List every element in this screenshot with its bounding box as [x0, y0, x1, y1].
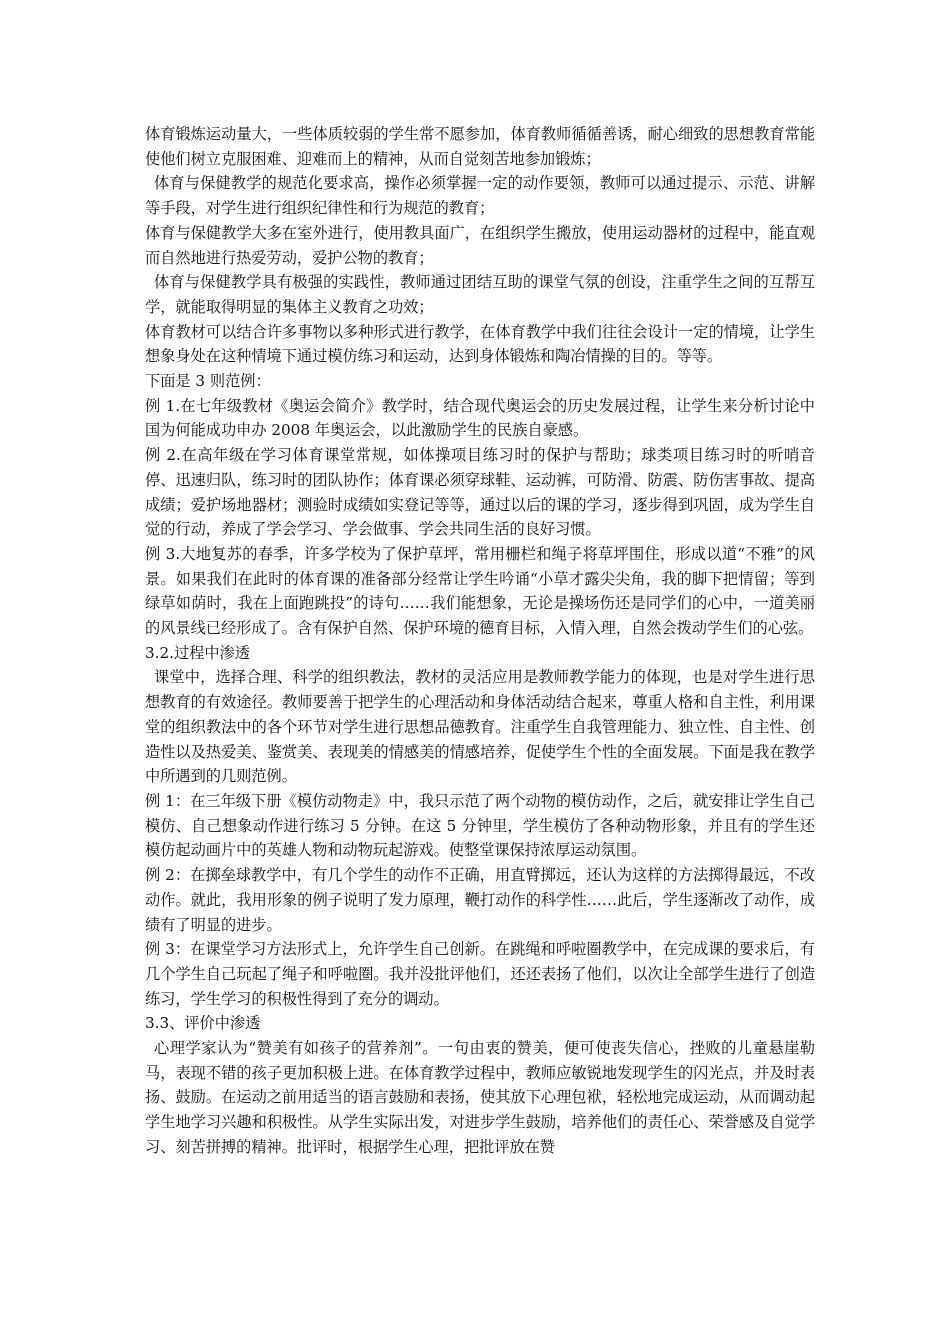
example-1: 例 1.在七年级教材《奥运会简介》教学时，结合现代奥运会的历史发展过程，让学生来分析讨论中国为何能成功申办 2008 年奥运会，以此激励学生的民族自豪感。 — [145, 396, 815, 440]
paragraph-process: 课堂中，选择合理、科学的组织教法，教材的灵活应用是教师教学能力的体现，也是对学生进行思想教育的有效途径。教师要善于把学生的心理活动和身体活动结合起来，尊重人格和自主性，利用课堂的组织教法中的各个环节对学生进行思想品德教育。注重学生自我管理能力、独立性、自主性、创造性以及热爱美、鉴赏美、表现美的情感美的情感培养，促使学生个性的全面发展。下面是我在教学中所遇到的几则范例。 — [145, 668, 815, 786]
paragraph-3: 体育与保健教学大多在室外进行，使用教具面广，在组织学生搬放，使用运动器材的过程中，能直观而自然地进行热爱劳动，爱护公物的教育； — [145, 223, 815, 267]
process-example-1: 例 1：在三年级下册《模仿动物走》中，我只示范了两个动物的模仿动作，之后，就安排让学生自己模仿、自己想象动作进行练习 5 分钟。在这 5 分钟里，学生模仿了各种动物形象，并且有的学生还模仿起动画片中的英雄人物和动物玩起游戏。使整堂课保持浓厚运动氛围。 — [145, 791, 815, 860]
paragraph-6: 下面是 3 则范例： — [145, 372, 271, 391]
paragraph-2: 体育与保健教学的规范化要求高，操作必须掌握一定的动作要领，教师可以通过提示、示范、讲解等手段，对学生进行组织纪律性和行为规范的教育； — [145, 174, 815, 218]
example-3: 例 3.大地复苏的春季，许多学校为了保护草坪，常用栅栏和绳子将草坪围住，形成以道“不雅”的风景。如果我们在此时的体育课的准备部分经常让学生吟诵“小草才露尖尖角，我的脚下把情留；等到绿草如荫时，我在上面跑跳投”的诗句……我们能想象，无论是操场伤还是同学们的心中，一道美丽的风景线已经形成了。含有保护自然、保护环境的德育目标，入情入理，自然会拨动学生们的心弦。 — [145, 544, 815, 638]
paragraph-4: 体育与保健教学具有极强的实践性，教师通过团结互助的课堂气氛的创设，注重学生之间的互帮互学，就能取得明显的集体主义教育之功效； — [145, 273, 815, 316]
process-example-3: 例 3：在课堂学习方法形式上，允许学生自己创新。在跳绳和呼啦圈教学中，在完成课的要求后，有几个学生自己玩起了绳子和呼啦圈。我并没批评他们，还还表扬了他们，以次让全部学生进行了创造练习，学生学习的积极性得到了充分的调动。 — [145, 940, 815, 1008]
paragraph-5: 体育教材可以结合许多事物以多种形式进行教学，在体育教学中我们往往会设计一定的情境，让学生想象身处在这种情境下通过模仿练习和运动，达到身体锻炼和陶冶情操的目的。等等。 — [145, 322, 815, 366]
section-heading-3-2: 3.2.过程中渗透 — [145, 643, 250, 662]
paragraph-1: 体育锻炼运动量大，一些体质较弱的学生常不愿参加，体育教师循循善诱，耐心细致的思想教育常能使他们树立克服困难、迎难而上的精神，从而自觉刻苦地参加锻炼； — [145, 125, 815, 168]
process-example-2: 例 2：在掷垒球教学中，有几个学生的动作不正确，用直臂掷远，还认为这样的方法掷得最远，不改动作。就此，我用形象的例子说明了发力原理，鞭打动作的科学性……此后，学生逐渐改了动作，成绩有了明显的进步。 — [145, 866, 815, 934]
section-heading-3-3: 3.3、评价中渗透 — [145, 1014, 261, 1033]
example-2: 例 2.在高年级在学习体育课堂常规，如体操项目练习时的保护与帮助；球类项目练习时的听哨音停、迅速归队，练习时的团队协作；体育课必须穿球鞋、运动裤，可防滑、防震、防伤害事故、提高成绩；爱护场地器材；测验时成绩如实登记等等，通过以后的课的学习，逐步得到巩固，成为学生自觉的行动，养成了学会学习、学会做事、学会共同生活的良好习惯。 — [145, 446, 815, 539]
paragraph-evaluation: 心理学家认为“赞美有如孩子的营养剂”。一句由衷的赞美，便可使丧失信心，挫败的儿童悬崖勒马，表现不错的孩子更加积极上进。在体育教学过程中，教师应敏锐地发现学生的闪光点，并及时表扬、鼓励。在运动之前用适当的语言鼓励和表扬，使其放下心理包袱，轻松地完成运动，从而调动起学生地学习兴趣和积极性。从学生实际出发，对进步学生鼓励，培养他们的责任心、荣誉感及自觉学习、刻苦拼搏的精神。批评时，根据学生心理，把批评放在赞 — [145, 1039, 815, 1156]
document-body — [145, 122, 815, 1160]
